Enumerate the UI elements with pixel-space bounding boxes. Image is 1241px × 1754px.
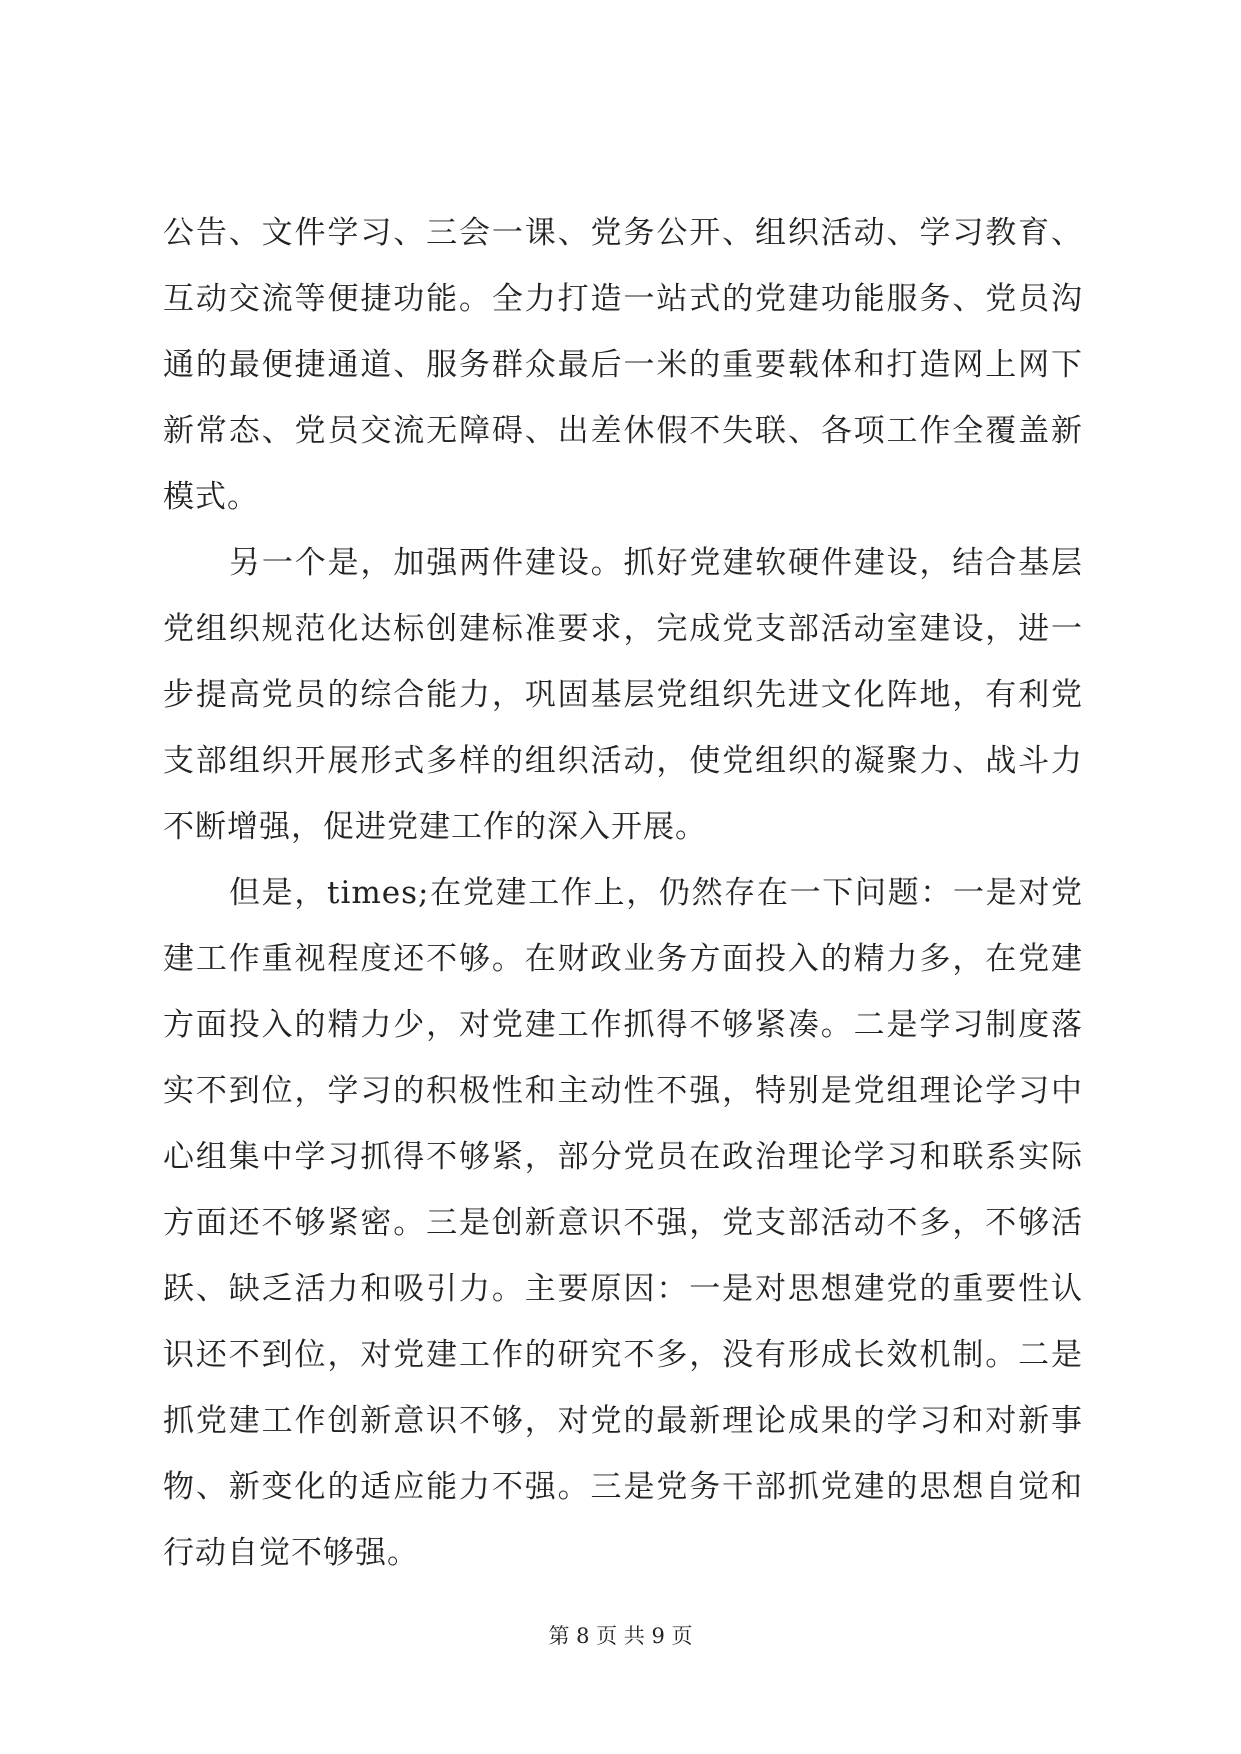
text-line: 方面投入的精力少，对党建工作抓得不够紧凑。二是学习制度落	[163, 1007, 1083, 1043]
text-line: 跃、缺乏活力和吸引力。主要原因：一是对思想建党的重要性认	[163, 1271, 1083, 1307]
text-line: 物、新变化的适应能力不强。三是党务干部抓党建的思想自觉和	[163, 1469, 1083, 1505]
text-line: 心组集中学习抓得不够紧，部分党员在政治理论学习和联系实际	[163, 1139, 1083, 1175]
text-line: 互动交流等便捷功能。全力打造一站式的党建功能服务、党员沟	[163, 281, 1083, 317]
paragraph-start-line: 另一个是，加强两件建设。抓好党建软硬件建设，结合基层	[229, 545, 1083, 581]
text-line: 支部组织开展形式多样的组织活动，使党组织的凝聚力、战斗力	[163, 743, 1083, 779]
text-line: 识还不到位，对党建工作的研究不多，没有形成长效机制。二是	[163, 1337, 1083, 1373]
paragraph-start-line: 但是，times;在党建工作上，仍然存在一下问题：一是对党	[229, 875, 1083, 911]
text-line: 建工作重视程度还不够。在财政业务方面投入的精力多，在党建	[163, 941, 1083, 977]
text-line: 模式。	[163, 479, 259, 515]
text-line: 不断增强，促进党建工作的深入开展。	[163, 809, 707, 845]
text-line: 公告、文件学习、三会一课、党务公开、组织活动、学习教育、	[163, 215, 1083, 251]
text-line: 党组织规范化达标创建标准要求，完成党支部活动室建设，进一	[163, 611, 1083, 647]
document-body	[163, 200, 1083, 1586]
text-line: 实不到位，学习的积极性和主动性不强，特别是党组理论学习中	[163, 1073, 1083, 1109]
text-line: 抓党建工作创新意识不够，对党的最新理论成果的学习和对新事	[163, 1403, 1083, 1439]
text-line: 行动自觉不够强。	[163, 1535, 419, 1571]
text-line: 方面还不够紧密。三是创新意识不强，党支部活动不多，不够活	[163, 1205, 1083, 1241]
text-line: 通的最便捷通道、服务群众最后一米的重要载体和打造网上网下	[163, 347, 1083, 383]
page-number-footer: 第 8 页 共 9 页	[548, 1624, 693, 1648]
text-line: 新常态、党员交流无障碍、出差休假不失联、各项工作全覆盖新	[163, 413, 1083, 449]
text-line: 步提高党员的综合能力，巩固基层党组织先进文化阵地，有利党	[163, 677, 1083, 713]
